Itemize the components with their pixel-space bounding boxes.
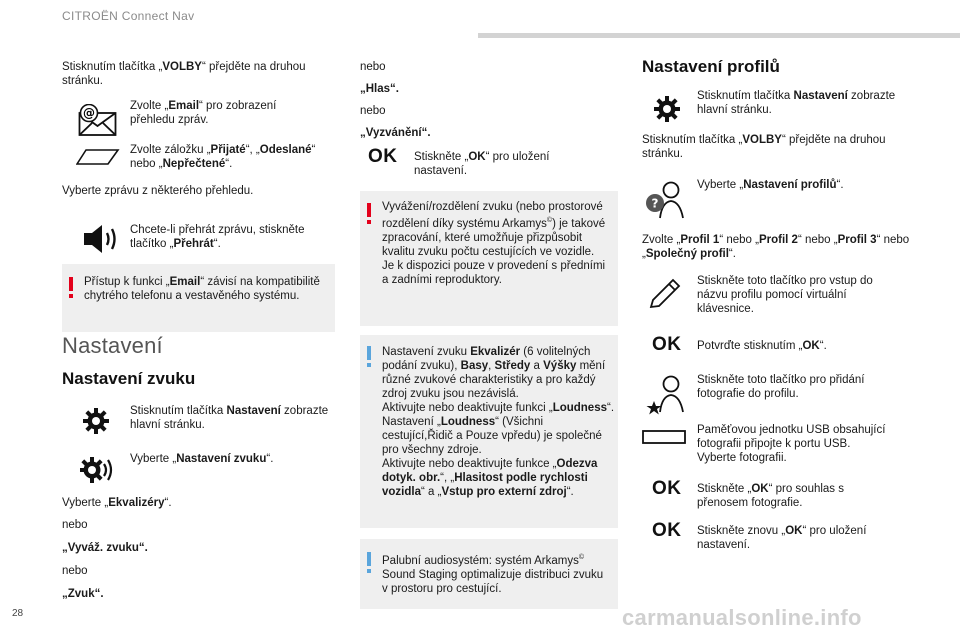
settings-step-text: Stisknutím tlačítka Nastavení zobrazte hlavní stránku. [130,405,329,431]
col3-p1: Stisknutím tlačítka „VOLBY“ přejděte na druhou stránku. [642,134,886,160]
section-title-nastaveni: Nastavení [62,333,163,358]
balance-warning-text: Vyvážení/rozdělení zvuku (nebo prostorové rozdělení díky systému Arkamys©) je takové zpracování, které umožňuje přizpůsobit kvalitu zvuku počtu cestujících ve vozidle. Je k dispozici pouze v provedení s předními a zadními reproduktory. [382,201,606,286]
add-photo-icon [645,374,687,416]
col3-profile-step: Vyberte „Nastavení profilů“. [697,179,844,191]
profile-question-icon [645,180,687,220]
tabs-step-text: Zvolte záložku „Přijaté“, „Odeslané“ nebo „Nepřečtené“. [130,144,316,170]
warning-icon [69,277,73,291]
page-number: 28 [12,608,24,619]
col2-ok-step: Stiskněte „OK“ pro uložení nastavení. [414,151,550,177]
col2-or3: nebo [360,61,386,73]
svg-text:?: ? [651,196,659,211]
col1-p3: Vyberte „Ekvalizéry“. [62,497,172,509]
gear-icon [653,95,681,123]
col1-or1: nebo [62,519,88,531]
section-title-profiles: Nastavení profilů [642,57,780,76]
email-step-text: Zvolte „Email“ pro zobrazení přehledu zpráv. [130,100,277,126]
ok-icon: OK [368,146,398,167]
tabs-icon [76,148,120,166]
email-warning-text: Přístup k funkci „Email“ závisí na kompatibilitě chytrého telefonu a vestavěného systému. [84,276,320,302]
col1-or2: nebo [62,565,88,577]
col1-balance: „Vyváž. zvuku“. [62,542,148,554]
header-bar [478,33,960,38]
equalizer-info-text: Nastavení zvuku Ekvalizér (6 volitelných podání zvuku), Basy, Středy a Výšky mění různé zvukové charakteristiky a pro každý zdroj zvuku jsou nezávislá. Aktivujte nebo deaktivujte funkci „Loudness“. Nastavení „Loudness“ (Všichni cestující,Řidič a Pouze vpředu) je společné pro všechny zdroje. Aktivujte nebo deaktivujte funkce „Odezva dotyk. obr.“, „Hlasitost podle rychlosti vozidla“ a „Vstup pro externí zdroj“. [382,346,615,498]
col2-vyzvaneni: „Vyzvánění“. [360,127,431,139]
email-icon [78,104,120,136]
sound-settings-icon [80,456,114,484]
col3-p2: Zvolte „Profil 1“ nebo „Profil 2“ nebo „Profil 3“ nebo „Společný profil“. [642,234,910,260]
col3-confirm-step: Potvrďte stisknutím „OK“. [697,340,827,352]
info-icon [367,346,371,360]
gear-icon [82,407,110,435]
header-title: CITROËN Connect Nav [62,9,195,23]
col3-ok-save: Stiskněte znovu „OK“ pro uložení nastavení. [697,525,867,551]
svg-text:@: @ [83,106,95,120]
pencil-icon [648,278,682,310]
usb-drive-icon [642,430,686,444]
speaker-icon [82,222,122,256]
col3-settings-step: Stisknutím tlačítka Nastavení zobrazte hlavní stránku. [697,90,896,116]
subsection-title-zvuk: Nastavení zvuku [62,369,196,388]
arkamys-info-text: Palubní audiosystém: systém Arkamys© Sound Staging optimalizuje distribuci zvuku v prostoru pro cestující. [382,554,604,595]
col2-hlas: „Hlas“. [360,83,399,95]
ok-icon: OK [652,334,682,355]
col3-photo-step: Stiskněte toto tlačítko pro přidání fotografie do profilu. [697,374,865,400]
sound-step-text: Vyberte „Nastavení zvuku“. [130,453,274,465]
watermark: carmanualsonline.info [622,605,862,630]
play-step-text: Chcete-li přehrát zprávu, stiskněte tlačítko „Přehrát“. [130,224,305,250]
ok-icon: OK [652,520,682,541]
col3-usb-step: Paměťovou jednotku USB obsahující fotografii připojte k portu USB. Vyberte fotografii. [697,424,886,464]
col1-p2: Vyberte zprávu z některého přehledu. [62,185,254,197]
col3-ok-transfer: Stiskněte „OK“ pro souhlas s přenosem fotografie. [697,483,845,509]
col1-zvuk: „Zvuk“. [62,588,104,600]
warning-icon [367,203,371,217]
info-icon [367,552,371,566]
col1-intro: Stisknutím tlačítka „VOLBY“ přejděte na druhou stránku. [62,61,306,87]
ok-icon: OK [652,478,682,499]
col3-edit-step: Stiskněte toto tlačítko pro vstup do názvu profilu pomocí virtuální klávesnice. [697,275,873,315]
col2-or4: nebo [360,105,386,117]
